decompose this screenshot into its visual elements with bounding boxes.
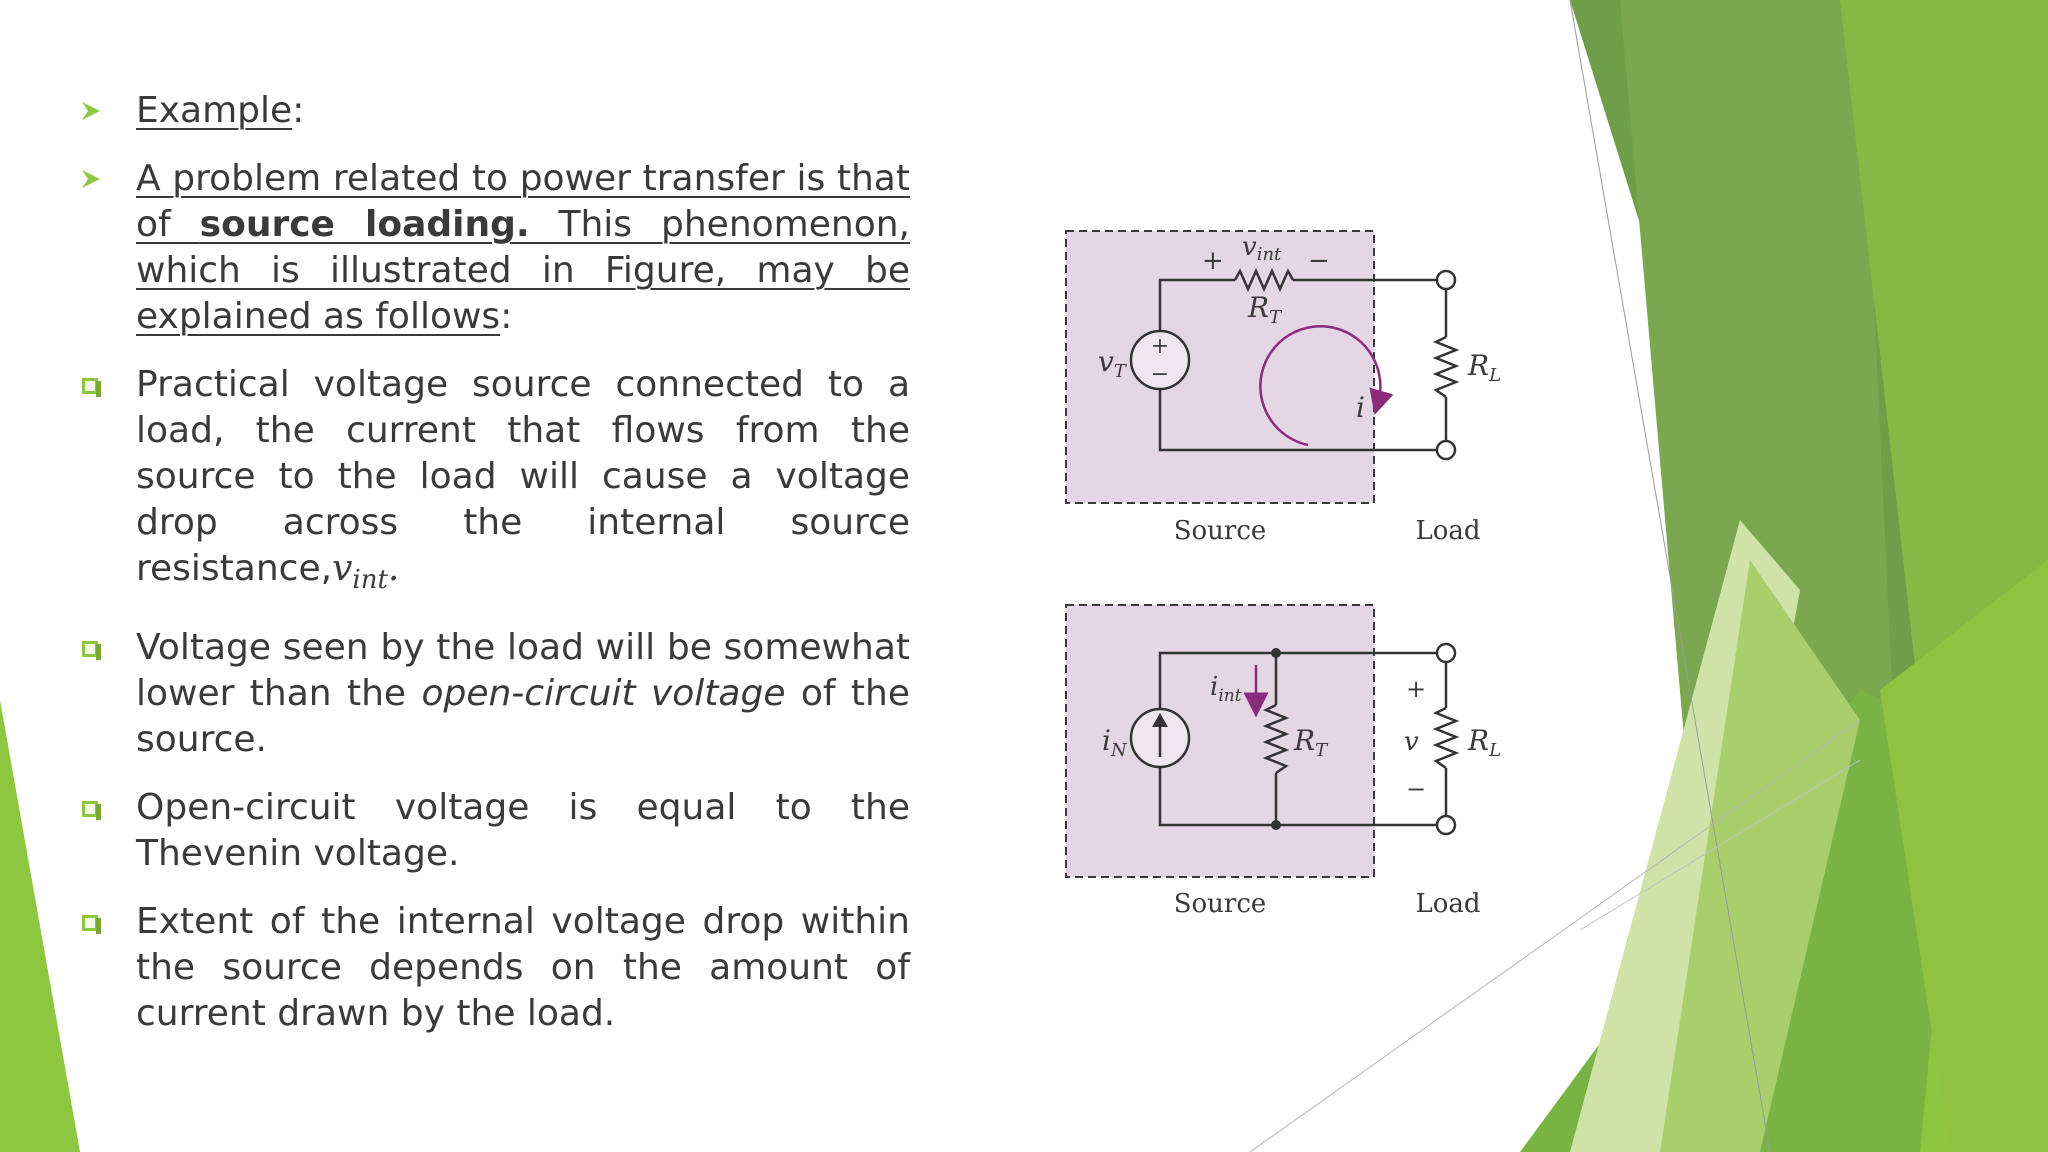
in-label: $i_N$ — [1102, 724, 1127, 761]
terminal-bottom-icon — [1437, 816, 1455, 834]
current-i-label: i — [1356, 391, 1365, 424]
svg-text:+: + — [1150, 334, 1170, 359]
circuit-figure — [1040, 205, 1520, 955]
svg-text:+: + — [1202, 246, 1224, 276]
svg-text:−: − — [1406, 775, 1427, 803]
source-caption: Source — [1173, 889, 1267, 919]
top-circuit — [1066, 231, 1501, 546]
bullet-voltage-seen: Voltage seen by the load will be somewhat lower than the open-circuit voltage of the source. — [80, 625, 910, 763]
source-label-vt: $v_T$ — [1098, 345, 1126, 382]
svg-text:−: − — [1308, 246, 1330, 276]
terminal-bottom-icon — [1437, 441, 1455, 459]
bullet-source-loading: A problem related to power transfer is that of source loading. This phenomenon, which is illustrated in Figure, may be explained as follows: — [80, 156, 910, 340]
load-resistor-icon — [1436, 708, 1456, 768]
bullet-internal-drop: Extent of the internal voltage drop within the source depends on the amount of current drawn by the load. — [80, 899, 910, 1037]
load-resistor-icon — [1436, 337, 1456, 397]
square-bullet-icon — [80, 785, 110, 831]
square-bullet-icon — [80, 625, 110, 671]
load-caption: Load — [1415, 516, 1481, 546]
terminal-top-icon — [1437, 644, 1455, 662]
vint-label: vint — [1242, 232, 1282, 265]
rt-label: $R_T$ — [1248, 291, 1282, 328]
bullet-practical-source: Practical voltage source connected to a load, the current that flows from the source to the load will cause a voltage drop across the internal source $resistance,v_{int}$. — [80, 362, 910, 603]
left-green-triangle — [0, 700, 80, 1152]
v-int-symbol: $v_{int}$. — [332, 548, 400, 595]
rt-label: $R_T$ — [1294, 724, 1328, 761]
iint-label: $i_{int}$ — [1210, 672, 1242, 706]
rl-label: $R_L$ — [1468, 724, 1502, 761]
load-caption: Load — [1415, 889, 1481, 919]
bottom-circuit — [1066, 605, 1501, 919]
source-caption: Source — [1173, 516, 1267, 546]
bullet-list — [80, 88, 910, 1059]
bullet-example: Example: — [80, 88, 910, 134]
source-loading-text: A problem related to power transfer is that of source loading. This phenomenon, which is illustrated in Figure, may be explained as follows — [136, 158, 910, 337]
v-label: v — [1404, 727, 1419, 757]
svg-text:−: − — [1150, 362, 1170, 387]
arrow-bullet-icon — [80, 156, 110, 202]
square-bullet-icon — [80, 362, 110, 408]
example-heading: Example — [136, 90, 293, 131]
svg-text:+: + — [1406, 675, 1427, 703]
terminal-top-icon — [1437, 271, 1455, 289]
bullet-open-circuit: Open-circuit voltage is equal to the Thevenin voltage. — [80, 785, 910, 877]
arrow-bullet-icon — [80, 88, 110, 134]
rl-label: $R_L$ — [1468, 349, 1502, 386]
square-bullet-icon — [80, 899, 110, 945]
